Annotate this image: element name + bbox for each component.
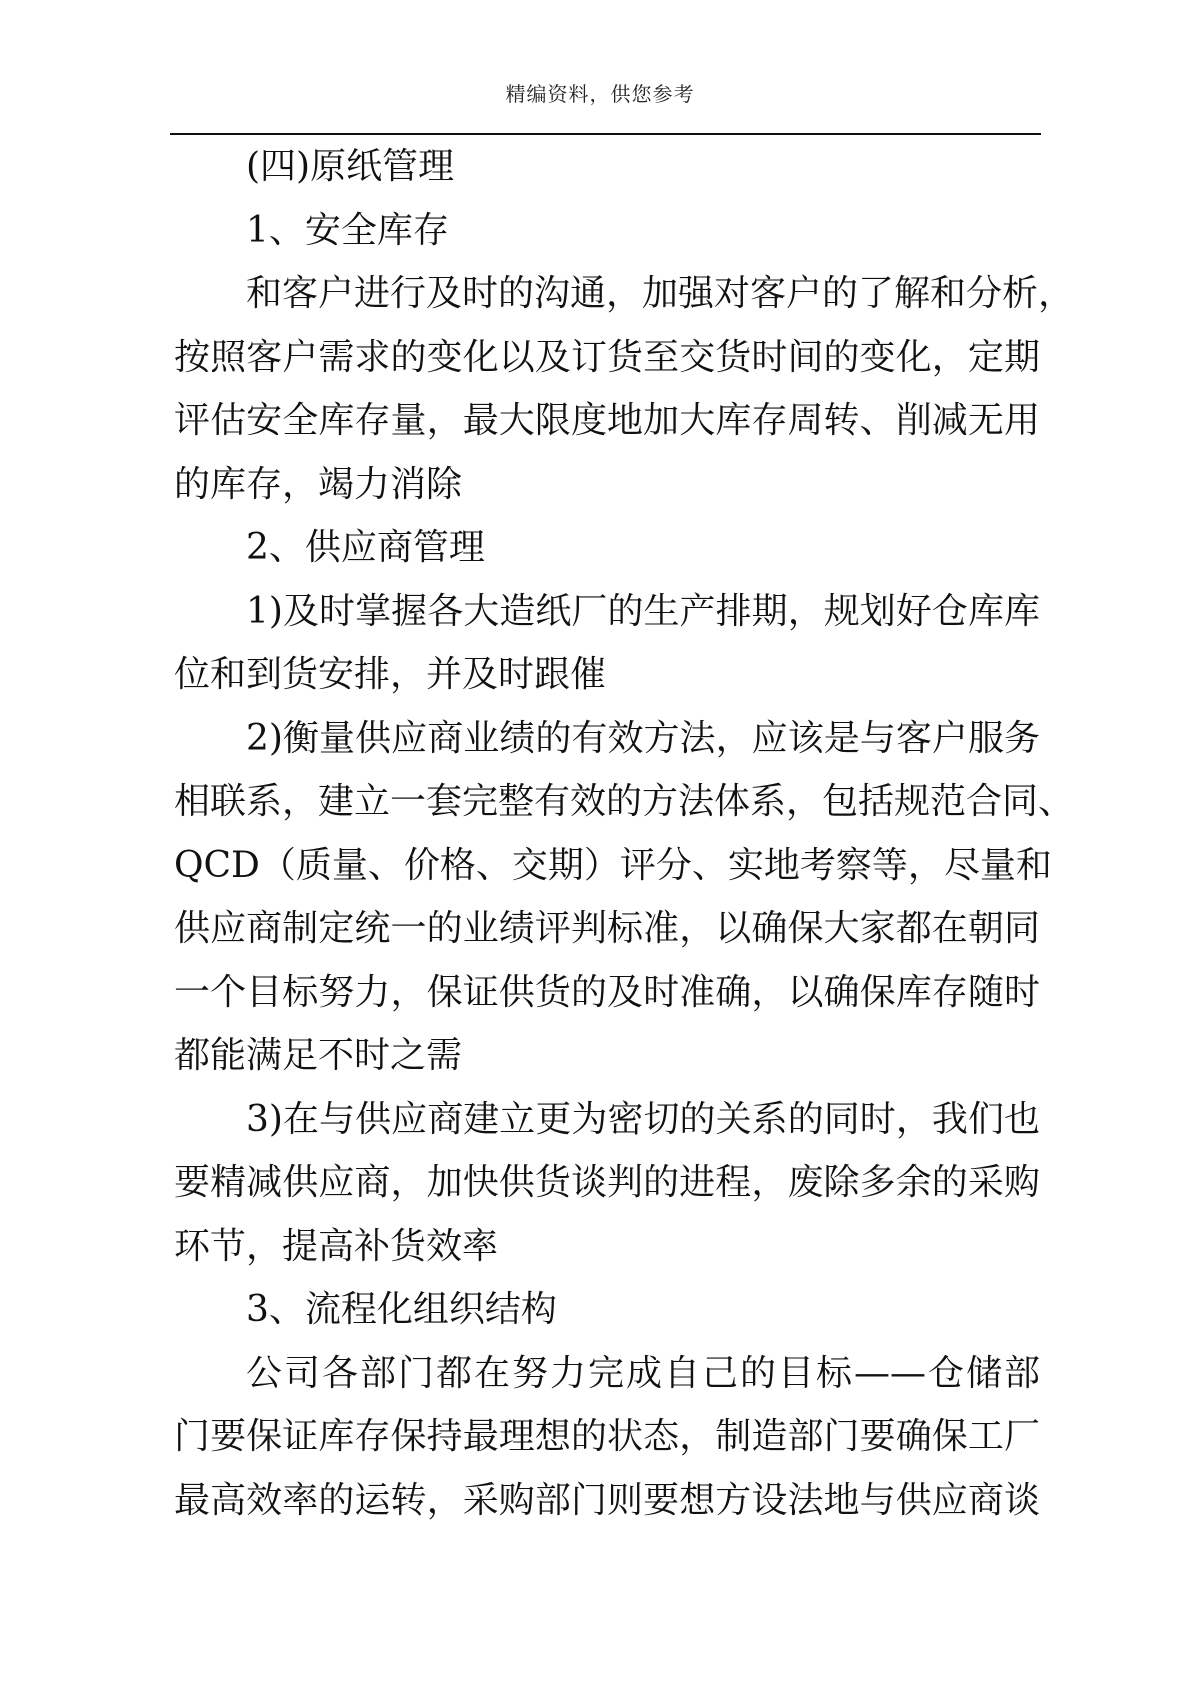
section-heading: (四)原纸管理	[246, 146, 455, 187]
paragraph-line: 的库存，竭力消除	[174, 463, 463, 505]
paragraph-line: 按照客户需求的变化以及订货至交货时间的变化，定期	[174, 336, 1040, 378]
paragraph-line: 一个目标努力，保证供货的及时准确，以确保库存随时	[174, 971, 1040, 1013]
paragraph-line: 1)及时掌握各大造纸厂的生产排期，规划好仓库库	[246, 590, 1040, 632]
paragraph-line: QCD（质量、价格、交期）评分、实地考察等，尽量和	[174, 844, 1052, 886]
paragraph-line: 和客户进行及时的沟通，加强对客户的了解和分析，	[246, 273, 1075, 314]
paragraph-line: 评估安全库存量，最大限度地加大库存周转、削减无用	[174, 400, 1040, 441]
paragraph-line: 2)衡量供应商业绩的有效方法，应该是与客户服务	[246, 717, 1040, 759]
paragraph-line: 环节，提高补货效率	[174, 1225, 499, 1267]
subsection-heading: 1、安全库存	[246, 209, 449, 251]
subsection-heading: 2、供应商管理	[246, 527, 485, 568]
paragraph-line: 3)在与供应商建立更为密切的关系的同时，我们也	[246, 1098, 1040, 1140]
paragraph-line: 位和到货安排，并及时跟催	[174, 654, 607, 695]
paragraph-line: 要精减供应商，加快供货谈判的进程，废除多余的采购	[174, 1162, 1040, 1203]
paragraph-line: 最高效率的运转，采购部门则要想方设法地与供应商谈	[174, 1479, 1040, 1521]
paragraph-line: 都能满足不时之需	[174, 1035, 463, 1076]
paragraph-line: 公司各部门都在努力完成自己的目标——仓储部	[246, 1352, 1040, 1394]
paragraph-line: 供应商制定统一的业绩评判标准，以确保大家都在朝同	[174, 908, 1040, 949]
document-body	[174, 135, 1075, 1532]
page-header: 精编资料，供您参考	[505, 82, 695, 106]
subsection-heading: 3、流程化组织结构	[246, 1289, 557, 1330]
paragraph-line: 相联系，建立一套完整有效的方法体系，包括规范合同、	[174, 781, 1075, 822]
paragraph-line: 门要保证库存保持最理想的状态，制造部门要确保工厂	[174, 1416, 1040, 1457]
